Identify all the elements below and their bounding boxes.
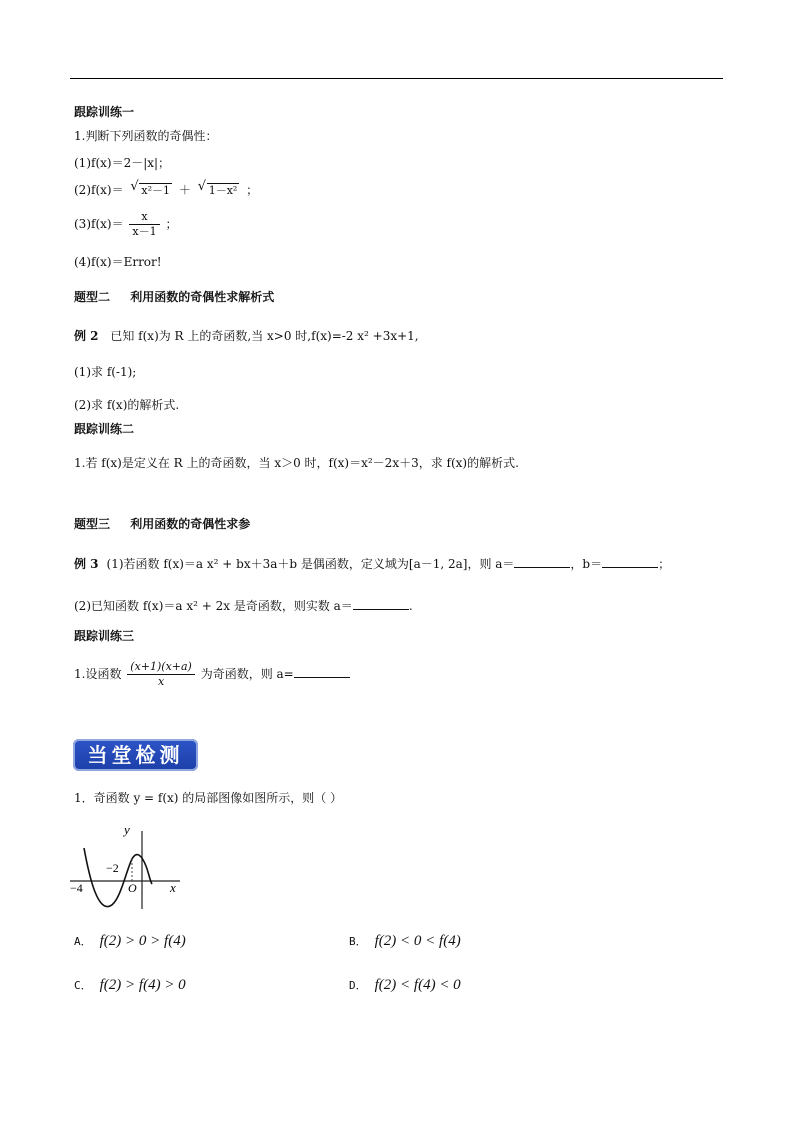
- punctuation: ；: [658, 557, 671, 571]
- choice-d[interactable]: [349, 977, 461, 994]
- choice-letter: A．: [74, 935, 92, 948]
- choice-expression: f(2) > 0 > f(4): [99, 933, 186, 949]
- sub-item-2-lead: (2)f(x)＝: [74, 183, 124, 197]
- plus-sign: ＋: [178, 183, 191, 197]
- answer-blank[interactable]: [514, 556, 570, 568]
- choice-expression: f(2) > f(4) > 0: [99, 977, 186, 993]
- answer-blank[interactable]: [602, 556, 658, 568]
- section-badge: 当堂检测: [73, 739, 198, 771]
- question-lead: 1.设函数: [74, 667, 122, 681]
- header-rule: [70, 78, 723, 79]
- choice-expression: f(2) < 0 < f(4): [374, 933, 461, 949]
- tick-label-minus-4: −4: [70, 881, 83, 895]
- sub-item-2: [74, 179, 259, 199]
- question-text: 1.若 f(x)是定义在 R 上的奇函数，当 x＞0 时，f(x)＝x²－2x＋3，求 f(x)的解析式.: [74, 456, 519, 470]
- example-2-part-1: (1)求 f(-1);: [74, 365, 137, 379]
- x-label: x: [170, 880, 176, 895]
- example-text: ，b＝: [570, 557, 603, 571]
- fraction: [129, 210, 159, 239]
- choice-expression: f(2) < f(4) < 0: [374, 977, 461, 993]
- choice-a[interactable]: [74, 933, 186, 950]
- type-title: 利用函数的奇偶性求参: [130, 517, 251, 531]
- example-text: (2)已知函数 f(x)＝a x² + 2x 是奇函数，则实数 a＝: [74, 599, 353, 613]
- sqrt-expression: √ 1－x²: [197, 179, 238, 197]
- type-heading-3: [74, 516, 250, 532]
- tick-label-minus-2: −2: [106, 861, 119, 875]
- denominator: x: [157, 675, 165, 688]
- sub-item-3: [74, 210, 177, 239]
- answer-blank[interactable]: [294, 666, 350, 678]
- punctuation: ；: [246, 183, 259, 197]
- example-3-part-2: [74, 598, 413, 614]
- answer-blank[interactable]: [353, 598, 409, 610]
- example-2: [74, 328, 419, 344]
- function-graph: [70, 826, 185, 911]
- type-heading-2: [74, 289, 274, 305]
- type-title: 利用函数的奇偶性求解析式: [130, 290, 275, 304]
- origin-label: O: [128, 881, 137, 895]
- section-heading-1: 跟踪训练一: [74, 105, 135, 119]
- sub-item-3-lead: (3)f(x)＝: [74, 217, 124, 231]
- choice-letter: D．: [349, 979, 367, 992]
- sqrt-expression: √ x²－1: [130, 179, 171, 197]
- question-text: [74, 660, 350, 689]
- denominator: x－1: [132, 225, 157, 238]
- fraction: [127, 660, 195, 689]
- example-label: 例 3: [74, 557, 99, 571]
- punctuation: ；: [165, 217, 178, 231]
- question-text: 1.判断下列函数的奇偶性：: [74, 129, 218, 143]
- section-heading-3: 跟踪训练三: [74, 629, 135, 643]
- section-heading-2: 跟踪训练二: [74, 422, 135, 436]
- example-text: 已知 f(x)为 R 上的奇函数,当 x>0 时,f(x)=-2 x² +3x+1,: [110, 329, 419, 343]
- quiz-question: 1．奇函数 y = f(x) 的局部图像如图所示，则（ ）: [74, 791, 343, 805]
- question-text-end: 为奇函数，则 a=: [200, 667, 294, 681]
- y-label: y: [124, 826, 130, 837]
- sub-item-4: (4)f(x)＝Error!: [74, 255, 162, 269]
- numerator: x: [129, 210, 159, 225]
- choice-letter: B．: [349, 935, 367, 948]
- example-3-part-1: [74, 556, 670, 572]
- type-label: 题型三: [74, 517, 111, 531]
- choice-c[interactable]: [74, 977, 186, 994]
- example-text: (1)若函数 f(x)＝a x² + bx＋3a＋b 是偶函数，定义域为[a－1, 2a]，则 a＝: [106, 557, 515, 571]
- punctuation: .: [408, 599, 413, 613]
- type-label: 题型二: [74, 290, 111, 304]
- example-label: 例 2: [74, 329, 99, 343]
- choice-b[interactable]: [349, 933, 461, 950]
- example-2-part-2: (2)求 f(x)的解析式.: [74, 398, 180, 412]
- choice-letter: C．: [74, 979, 92, 992]
- sub-item-1: (1)f(x)＝2－|x|；: [74, 156, 171, 170]
- numerator: (x+1)(x+a): [127, 660, 195, 675]
